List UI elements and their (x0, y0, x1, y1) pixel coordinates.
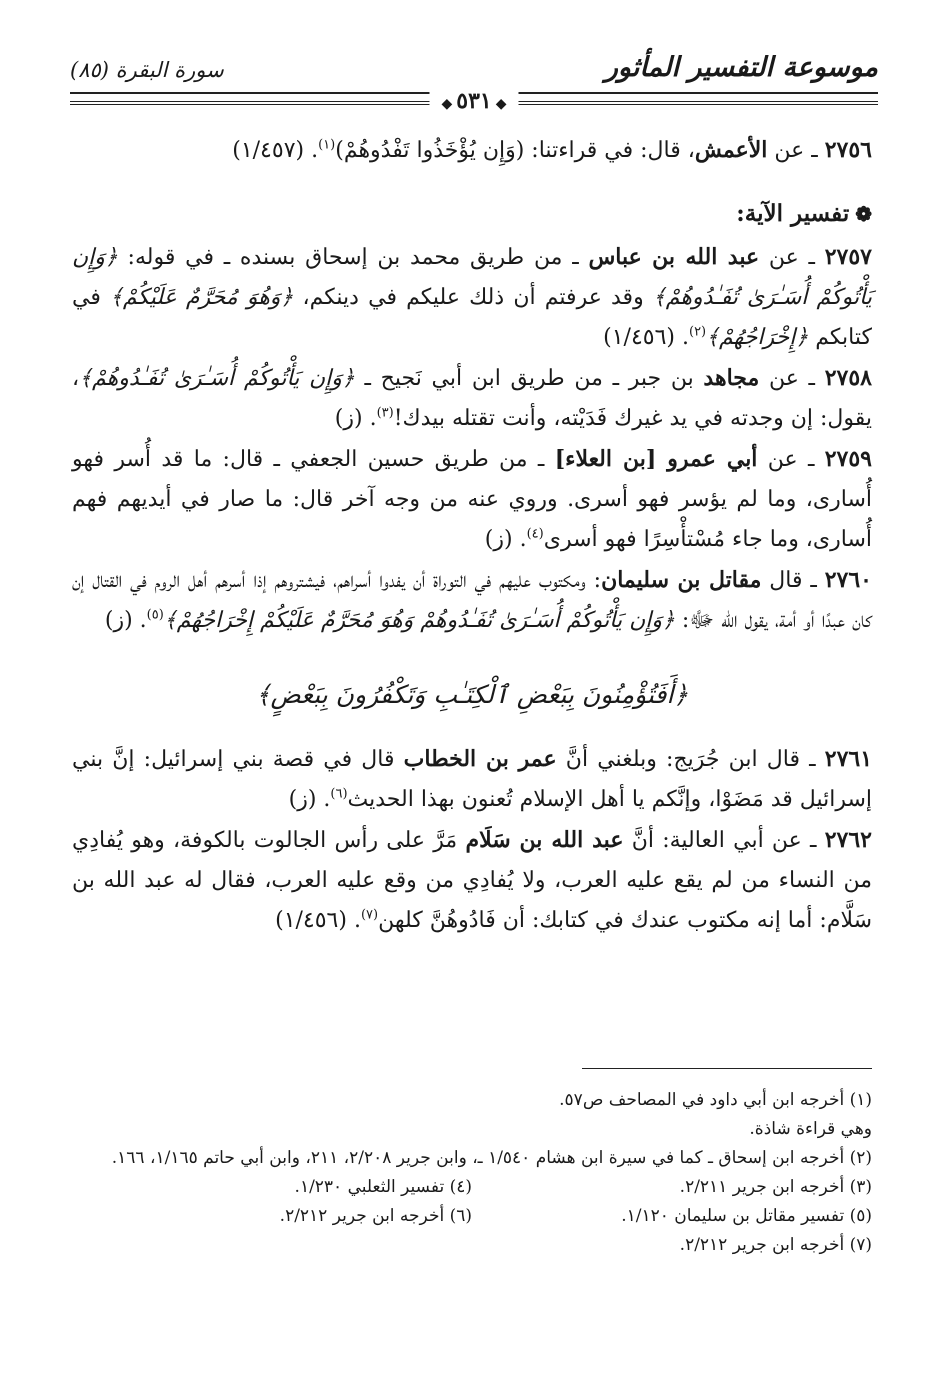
series-title: موسوعة التفسير المأثور (604, 52, 878, 83)
narration-2757 (72, 237, 872, 358)
narrator-name: مجاهد (703, 365, 760, 391)
footnote-1-note: وهي قراءة شاذة. (749, 1119, 872, 1139)
narration-number: ٢٧٦٢ (824, 827, 872, 853)
narration-number: ٢٧٦٠ (824, 567, 872, 593)
volume-ref: . (١/٤٥٧) (232, 138, 319, 163)
narrator-name: عبد الله بن سَلَام (465, 827, 624, 853)
section-title-text: تفسير الآية: (736, 200, 850, 227)
text: قال في قصة بني إسرائيل: إنَّ بني إسرائيل قد مَضَوْا، وإنَّكم يا أهل الإسلام تُعنون بهذا الحديث (72, 747, 872, 812)
footnote-ref: (٥) (146, 607, 164, 623)
narration-number: ٢٧٥٩ (824, 446, 872, 472)
narration-number: ٢٧٥٧ (824, 244, 872, 270)
narrator-name: مقاتل بن سليمان (601, 567, 762, 593)
text: ـ من طريق محمد بن إسحاق بسنده ـ في قوله: (117, 245, 589, 270)
footnote-ref: (٦) (330, 786, 348, 802)
footnote-2: (٢) أخرجه ابن إسحاق ـ كما في سيرة ابن هشام ١/٥٤٠ ـ، وابن جرير ٢/٢٠٨، ٢١١، وابن أبي حاتم ١/١٦٥، ١٦٦. (111, 1148, 872, 1168)
volume-ref: . (١/٤٥٦) (603, 325, 689, 350)
text: ـ عن أبي العالية: أنَّ (623, 828, 825, 853)
text: وقد عرفتم أن ذلك عليكم في دينكم، (293, 285, 653, 310)
footnote-ref: (٧) (360, 907, 379, 923)
narration-2762 (72, 820, 872, 941)
narration-2759 (72, 439, 872, 560)
quran-quote: ﴿وَإِن يَأْتُوكُمْ أُسَـٰرَىٰ تُفَـٰدُوهُمْ﴾ (79, 366, 355, 391)
footnotes (72, 1086, 872, 1260)
narrator-name: الأعمش (694, 137, 768, 163)
main-text (72, 130, 872, 941)
footnote-1: (١) أخرجه ابن أبي داود في المصاحف ص٥٧. (559, 1090, 872, 1110)
narration-number: ٢٧٥٦ (824, 137, 872, 163)
flower-ornament-icon: ❁ (855, 202, 872, 226)
narrator-name: أبي عمرو [بن العلاء] (554, 446, 758, 472)
footnote-7: (٧) أخرجه ابن جرير ٢/٢١٢. (679, 1235, 872, 1255)
text: ـ عن (757, 447, 825, 472)
quran-quote: ﴿وَإِن يَأْتُوكُمْ أُسَـٰرَىٰ تُفَـٰدُوهُمْ وَهُوَ مُحَرَّمٌ عَلَيْكُمْ إِخْرَاجُهُمْ﴾ (163, 608, 675, 633)
volume-ref: . (ز) (104, 608, 147, 633)
quran-quote: ﴿إِخْرَاجُهُمْ﴾ (706, 325, 809, 350)
text: ـ عن (759, 366, 825, 391)
narration-2761 (72, 739, 872, 820)
diamond-ornament-icon: ◆ (441, 96, 453, 112)
footnote-ref: (٤) (526, 526, 544, 542)
text: ، يقول: إن وجدته في يد غيرك فَدَيْته، وأنت تقتله بيدك! (72, 366, 872, 431)
volume-ref: . (ز) (484, 527, 527, 552)
narration-2760 (72, 560, 872, 641)
text: ـ قال (761, 568, 825, 593)
footnote-separator (582, 1068, 872, 1069)
footnote-row (72, 1173, 872, 1202)
narration-2758 (72, 358, 872, 439)
text: ـ من طريق حسين الجعفي ـ قال: ما قد أُسر فهو أُسارى، وما لم يؤسر فهو أسرى. وروي عنه من وجه آخر قال: ما صار في أيديهم فهم أُسارى، وما جاء مُسْتأْسِرًا فهو أسرى (72, 447, 872, 552)
section-title (72, 191, 872, 237)
footnote-row (72, 1202, 872, 1231)
footnote-6: (٦) أخرجه ابن جرير ٢/٢١٢. (279, 1206, 472, 1226)
footnote-ref: (٢) (688, 324, 707, 340)
footnote-3: (٣) أخرجه ابن جرير ٢/٢١١. (679, 1177, 872, 1197)
page-number (429, 88, 518, 114)
diamond-ornament-icon: ◆ (495, 96, 507, 112)
verse-heading: ﴿أَفَتُؤْمِنُونَ بِبَعْضِ ٱلْكِتَـٰبِ وَتَكْفُرُونَ بِبَعْضٍ﴾ (255, 680, 689, 709)
quran-quote: ﴿وَهُوَ مُحَرَّمٌ عَلَيْكُمْ﴾ (110, 285, 294, 310)
text: ـ قال ابن جُرَيج: وبلغني أنَّ (556, 747, 825, 772)
volume-ref: . (ز) (334, 406, 377, 431)
text: : ومكتوب عليهم في التوراة أن يفدوا أسراهم، فيشتروهم إذا أسرهم أهل الروم في القتال إن كان عبدًا أو أمة، يقول الله ﷻ: (72, 568, 872, 633)
narration-number: ٢٧٦١ (824, 746, 873, 772)
text: بن جبر ـ من طريق ابن أبي نَجيح ـ (354, 366, 704, 391)
text: في كتابكم (72, 285, 872, 350)
text: ، قال: في قراءتنا: (وَإِن يُؤْخَذُوا تَفْدُوهُمْ) (335, 138, 695, 163)
page-number-text: ٥٣١ (456, 88, 492, 114)
text: ـ عن (767, 138, 825, 163)
narrator-name: عمر بن الخطاب (403, 746, 557, 772)
narration-2756 (72, 130, 872, 171)
footnote-5: (٥) تفسير مقاتل بن سليمان ١/١٢٠. (621, 1206, 872, 1226)
quran-quote: ﴿وَإِن يَأْتُوكُمْ أُسَـٰرَىٰ تُفَـٰدُوهُمْ﴾ (72, 245, 872, 310)
text: مَرَّ على رأس الجالوت بالكوفة، وهو يُفادِي من النساء من لم يقع عليه العرب، ولا يُفادِي من وقع عليه العرب، فقال له عبد الله بن سَلَّام: أما إنه مكتوب عندك في كتابك: أن فَادُوهُنَّ كلهن (72, 828, 872, 933)
narration-number: ٢٧٥٨ (824, 365, 872, 391)
footnote-4: (٤) تفسير الثعلبي ١/٢٣٠. (294, 1177, 472, 1197)
text: ـ عن (759, 245, 825, 270)
page-header (70, 52, 878, 112)
surah-name: سورة البقرة (٨٥) (70, 58, 224, 82)
volume-ref: . (١/٤٥٦) (275, 908, 361, 933)
footnote-ref: (٣) (376, 405, 394, 421)
footnote-ref: (١) (318, 137, 336, 153)
volume-ref: . (ز) (288, 787, 331, 812)
narrator-name: عبد الله بن عباس (588, 244, 760, 270)
